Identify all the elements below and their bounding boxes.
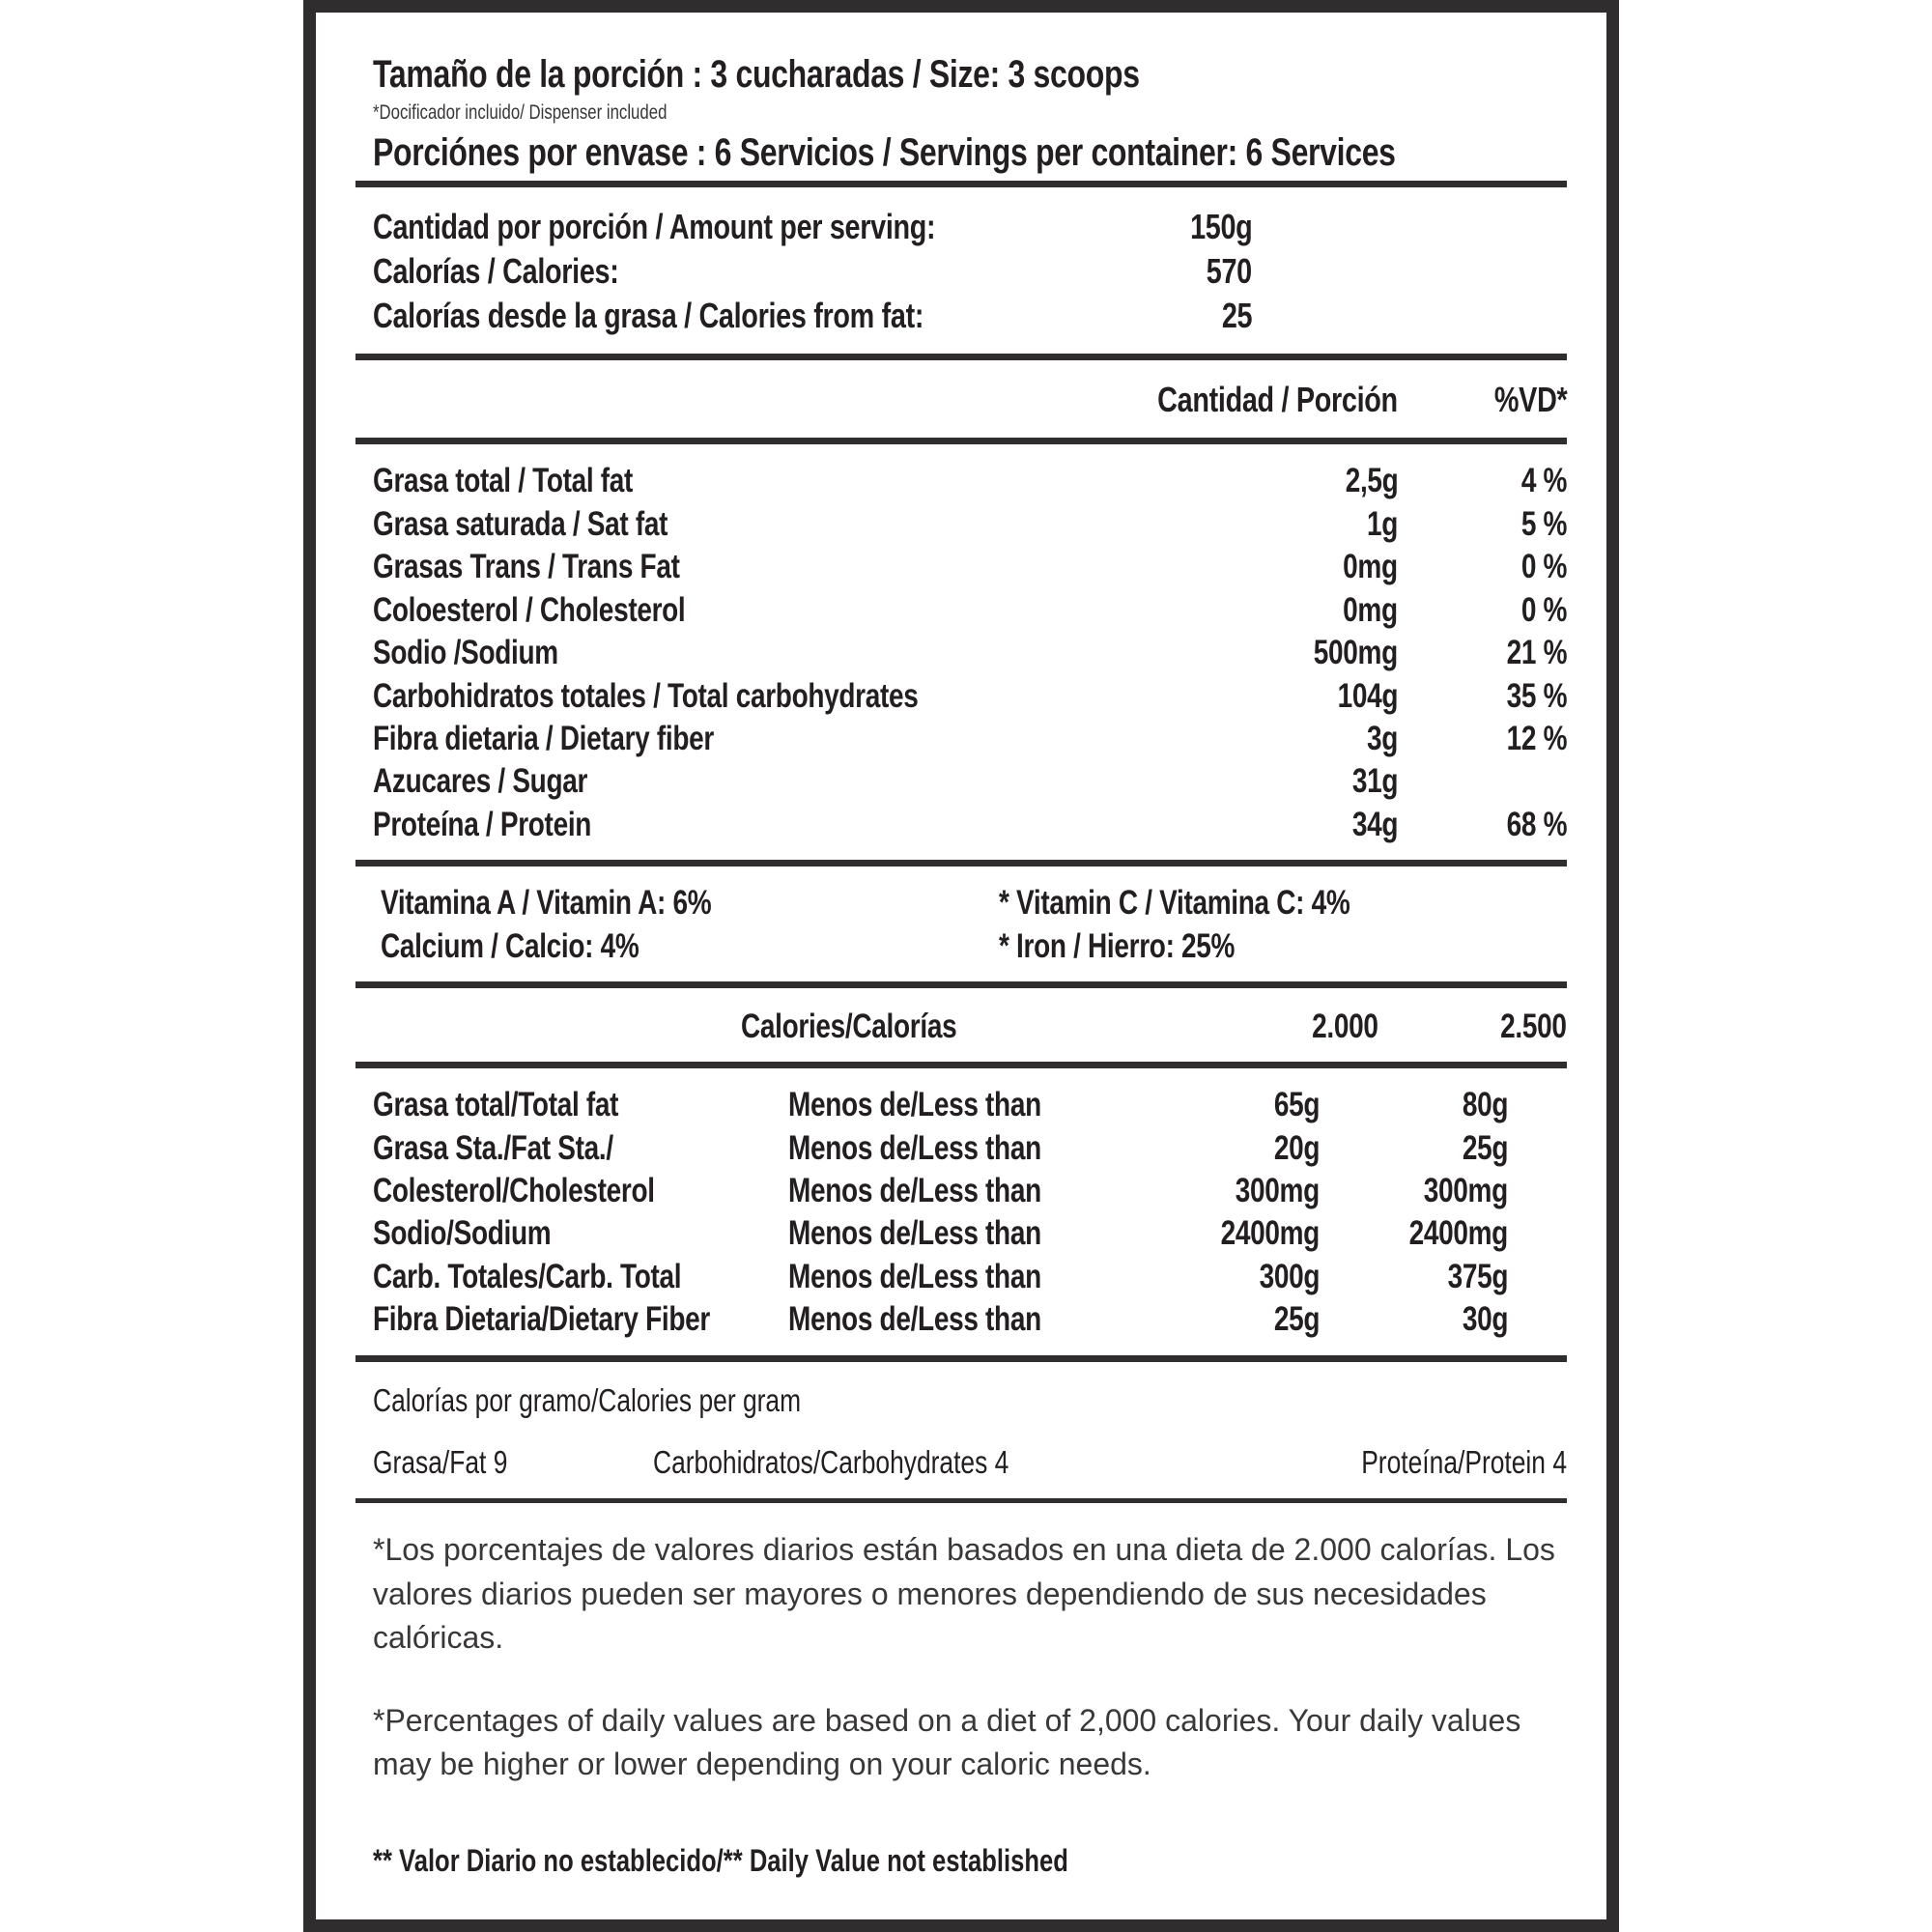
amount-row <box>355 294 1567 338</box>
nutrient-column-headers <box>355 360 1567 438</box>
reference-col-2000-text: 2.000 <box>1312 1008 1378 1046</box>
nutrition-facts-content <box>328 25 1594 1907</box>
footnotes-block <box>355 1503 1567 1878</box>
reference-calories-header <box>355 988 1567 1062</box>
calories-per-gram-carbs-text: Carbohidratos/Carbohydrates 4 <box>653 1444 1009 1481</box>
serving-size-text: Tamaño de la porción : 3 cucharadas / Size: 3 scoops <box>373 53 1140 96</box>
reference-value-2000-text: 300mg <box>1235 1172 1320 1210</box>
nutrient-amount-text: 3g <box>1366 719 1398 757</box>
nutrient-amount-text: 31g <box>1351 762 1398 801</box>
vitamins-block <box>355 867 1567 981</box>
reference-nutrient-name-text: Fibra Dietaria/Dietary Fiber <box>373 1300 710 1339</box>
nutrient-daily-value-text: 5 % <box>1520 504 1567 543</box>
reference-value-2500 <box>1320 1127 1508 1170</box>
divider-before-reference-table <box>355 1062 1567 1068</box>
vitamin-c-entry <box>999 882 1567 924</box>
nutrient-amount <box>1156 718 1398 760</box>
amount-row-value <box>1083 205 1252 249</box>
amount-row-value-text: 25 <box>1221 296 1252 336</box>
reference-col-2000 <box>1166 1008 1378 1046</box>
reference-comparator-text: Menos de/Less than <box>788 1214 1041 1253</box>
reference-nutrient-name <box>373 1127 788 1170</box>
footnote-english: *Percentages of daily values are based on a diet of 2,000 calories. Your daily values may be higher or lower depending on your caloric needs. <box>373 1702 1521 1782</box>
reference-value-2000-text: 300g <box>1259 1257 1320 1295</box>
nutrient-row <box>355 632 1567 674</box>
dispenser-note-text: *Docificador incluido/ Dispenser included <box>373 101 668 124</box>
nutrient-amount-text: 104g <box>1337 676 1398 715</box>
reference-value-2500 <box>1320 1256 1508 1298</box>
calories-per-gram-title <box>355 1381 1567 1420</box>
nutrient-row <box>355 760 1567 803</box>
column-header-daily-value-text: %VD* <box>1493 380 1567 420</box>
reference-value-2500-text: 375g <box>1447 1257 1508 1295</box>
reference-value-2000 <box>1107 1212 1320 1255</box>
reference-col-2500-text: 2.500 <box>1500 1008 1567 1046</box>
reference-nutrient-name <box>373 1212 788 1255</box>
reference-value-2000-text: 20g <box>1273 1128 1320 1167</box>
reference-nutrient-name-text: Carb. Totales/Carb. Total <box>373 1257 682 1295</box>
reference-value-2000 <box>1107 1256 1320 1298</box>
nutrient-row <box>355 460 1567 502</box>
nutrient-daily-value <box>1398 804 1567 846</box>
amount-per-serving-block <box>355 187 1567 354</box>
calories-per-gram-fat <box>373 1444 653 1481</box>
reference-comparator-text: Menos de/Less than <box>788 1172 1041 1210</box>
vitamin-row <box>355 882 1567 924</box>
nutrient-amount <box>1156 675 1398 718</box>
nutrient-row <box>355 718 1567 760</box>
nutrient-row <box>355 675 1567 718</box>
reference-value-2000 <box>1107 1170 1320 1212</box>
reference-nutrient-name-text: Grasa total/Total fat <box>373 1086 619 1124</box>
amount-row-value-text: 570 <box>1206 251 1252 292</box>
nutrient-name <box>373 503 1156 546</box>
nutrient-amount <box>1156 460 1398 502</box>
calories-per-gram-protein <box>1310 1444 1567 1481</box>
reference-value-2000-text: 2400mg <box>1220 1214 1320 1253</box>
calories-per-gram-carbs <box>653 1444 1310 1481</box>
calories-per-gram-fat-text: Grasa/Fat 9 <box>373 1444 508 1481</box>
nutrient-daily-value-text: 0 % <box>1520 548 1567 586</box>
reference-value-2500-text: 300mg <box>1423 1172 1508 1210</box>
reference-value-2000-text: 65g <box>1273 1086 1320 1124</box>
nutrient-name <box>373 804 1156 846</box>
reference-value-2000 <box>1107 1084 1320 1126</box>
nutrient-name <box>373 760 1156 803</box>
reference-calories-label <box>741 1008 1166 1046</box>
nutrient-name <box>373 546 1156 588</box>
nutrient-name-text: Coloesterol / Cholesterol <box>373 590 686 629</box>
column-header-amount <box>992 380 1398 420</box>
nutrient-daily-value-text: 21 % <box>1506 634 1567 672</box>
reference-comparator <box>788 1298 1107 1341</box>
calcium-text: Calcium / Calcio: 4% <box>381 926 639 965</box>
amount-row <box>355 249 1567 294</box>
nutrient-daily-value <box>1398 460 1567 502</box>
reference-comparator <box>788 1084 1107 1126</box>
reference-nutrient-name-text: Sodio/Sodium <box>373 1214 552 1253</box>
servings-per-container-line <box>355 124 1567 181</box>
amount-row-label <box>373 249 1083 294</box>
nutrient-name-text: Carbohidratos totales / Total carbohydrates <box>373 676 919 715</box>
footnote-not-established <box>355 1787 1567 1879</box>
reference-row <box>355 1212 1567 1255</box>
nutrient-row <box>355 546 1567 588</box>
calories-per-gram-title-text: Calorías por gramo/Calories per gram <box>373 1381 802 1418</box>
calcium-entry <box>381 925 999 968</box>
reference-value-2500 <box>1320 1170 1508 1212</box>
nutrient-amount-text: 34g <box>1351 805 1398 843</box>
nutrient-amount <box>1156 804 1398 846</box>
reference-value-2500-text: 2400mg <box>1408 1214 1508 1253</box>
vitamin-c-text: * Vitamin C / Vitamina C: 4% <box>999 884 1350 923</box>
nutrient-daily-value <box>1398 760 1567 803</box>
amount-row-label-text: Calorías / Calories: <box>373 251 619 292</box>
nutrient-daily-value <box>1398 546 1567 588</box>
iron-entry <box>999 925 1567 968</box>
reference-value-2500 <box>1320 1298 1508 1341</box>
reference-row <box>355 1256 1567 1298</box>
divider-before-column-headers <box>355 354 1567 360</box>
reference-comparator-text: Menos de/Less than <box>788 1128 1041 1167</box>
reference-value-2500-text: 30g <box>1462 1300 1508 1339</box>
reference-value-2500-text: 25g <box>1462 1128 1508 1167</box>
nutrient-name-text: Grasas Trans / Trans Fat <box>373 548 680 586</box>
nutrient-daily-value <box>1398 503 1567 546</box>
nutrient-name-text: Azucares / Sugar <box>373 762 588 801</box>
reference-row <box>355 1170 1567 1212</box>
nutrient-name-text: Grasa total / Total fat <box>373 462 634 500</box>
reference-nutrient-name-text: Grasa Sta./Fat Sta./ <box>373 1128 613 1167</box>
reference-nutrient-name <box>373 1298 788 1341</box>
divider-before-vitamins <box>355 860 1567 867</box>
reference-row <box>355 1298 1567 1341</box>
reference-value-2000 <box>1107 1127 1320 1170</box>
amount-row-value <box>1083 294 1252 338</box>
vitamin-a-text: Vitamina A / Vitamin A: 6% <box>381 884 712 923</box>
nutrient-name <box>373 460 1156 502</box>
nutrient-amount <box>1156 503 1398 546</box>
vitamin-row <box>355 925 1567 968</box>
nutrient-row <box>355 589 1567 632</box>
nutrient-row <box>355 804 1567 846</box>
nutrient-name-text: Fibra dietaria / Dietary fiber <box>373 719 714 757</box>
column-header-daily-value <box>1398 380 1567 420</box>
nutrient-name <box>373 632 1156 674</box>
nutrient-amount <box>1156 589 1398 632</box>
nutrient-daily-value-text: 68 % <box>1506 805 1567 843</box>
calories-per-gram-values <box>355 1419 1567 1481</box>
nutrient-amount-text: 0mg <box>1343 590 1398 629</box>
divider-after-header <box>355 181 1567 187</box>
reference-comparator <box>788 1170 1107 1212</box>
amount-row-label <box>373 294 1083 338</box>
divider-before-calories-per-gram <box>355 1355 1567 1362</box>
calories-per-gram-protein-text: Proteína/Protein 4 <box>1361 1444 1567 1481</box>
servings-per-container-text: Porciónes por envase : 6 Servicios / Servings per container: 6 Services <box>373 131 1396 175</box>
nutrient-amount-text: 0mg <box>1343 548 1398 586</box>
reference-value-2500 <box>1320 1084 1508 1126</box>
nutrient-amount <box>1156 546 1398 588</box>
nutrient-name-text: Grasa saturada / Sat fat <box>373 504 668 543</box>
nutrient-name-text: Proteína / Protein <box>373 805 592 843</box>
nutrient-daily-value <box>1398 718 1567 760</box>
vitamin-a-entry <box>381 882 999 924</box>
nutrient-row <box>355 503 1567 546</box>
reference-value-2000 <box>1107 1298 1320 1341</box>
iron-text: * Iron / Hierro: 25% <box>999 926 1236 965</box>
reference-col-2500 <box>1378 1008 1567 1046</box>
nutrient-daily-value-text: 0 % <box>1520 590 1567 629</box>
nutrient-daily-value-text: 4 % <box>1520 462 1567 500</box>
nutrient-name <box>373 718 1156 760</box>
reference-value-2000-text: 25g <box>1273 1300 1320 1339</box>
reference-comparator-text: Menos de/Less than <box>788 1257 1041 1295</box>
nutrient-amount-text: 2,5g <box>1345 462 1398 500</box>
nutrient-amount-text: 1g <box>1366 504 1398 543</box>
nutrient-daily-value-text: 35 % <box>1506 676 1567 715</box>
divider-before-nutrients <box>355 438 1567 444</box>
amount-row <box>355 205 1567 249</box>
reference-comparator-text: Menos de/Less than <box>788 1086 1041 1124</box>
reference-calories-label-text: Calories/Calorías <box>741 1008 957 1046</box>
serving-header <box>355 25 1567 181</box>
nutrient-amount-text: 500mg <box>1313 634 1398 672</box>
amount-row-value-text: 150g <box>1189 207 1252 247</box>
serving-size-line <box>355 54 1567 95</box>
reference-row <box>355 1084 1567 1126</box>
nutrient-name-text: Sodio /Sodium <box>373 634 558 672</box>
nutrition-facts-panel <box>303 0 1619 1932</box>
nutrient-daily-value-text: 12 % <box>1506 719 1567 757</box>
reference-nutrient-name-text: Colesterol/Cholesterol <box>373 1172 655 1210</box>
footnote-not-established-text: ** Valor Diario no establecido/** Daily Value not established <box>373 1842 1068 1878</box>
nutrient-daily-value <box>1398 632 1567 674</box>
divider-before-reference-header <box>355 981 1567 988</box>
amount-row-label-text: Calorías desde la grasa / Calories from fat: <box>373 296 924 336</box>
amount-row-label <box>373 205 1083 249</box>
footnote-spanish: *Los porcentajes de valores diarios están basados en una dieta de 2.000 calorías. Los valores diarios pueden ser mayores o menores dependiendo de sus necesidades calóricas. <box>373 1532 1555 1656</box>
reference-row <box>355 1127 1567 1170</box>
nutrient-table <box>355 444 1567 860</box>
reference-nutrient-name <box>373 1170 788 1212</box>
nutrient-amount <box>1156 760 1398 803</box>
dispenser-note <box>355 95 1567 124</box>
nutrient-name <box>373 589 1156 632</box>
nutrient-name <box>373 675 1156 718</box>
reference-nutrient-name <box>373 1256 788 1298</box>
column-header-amount-text: Cantidad / Porción <box>1157 380 1398 420</box>
reference-comparator <box>788 1256 1107 1298</box>
calories-per-gram-block <box>355 1362 1567 1499</box>
reference-comparator <box>788 1212 1107 1255</box>
amount-row-label-text: Cantidad por porción / Amount per serving: <box>373 207 936 247</box>
nutrient-daily-value <box>1398 675 1567 718</box>
nutrient-daily-value <box>1398 589 1567 632</box>
reference-comparator <box>788 1127 1107 1170</box>
reference-comparator-text: Menos de/Less than <box>788 1300 1041 1339</box>
daily-value-reference-table <box>355 1068 1567 1355</box>
reference-value-2500 <box>1320 1212 1508 1255</box>
amount-row-value <box>1083 249 1252 294</box>
reference-value-2500-text: 80g <box>1462 1086 1508 1124</box>
reference-nutrient-name <box>373 1084 788 1126</box>
nutrient-amount <box>1156 632 1398 674</box>
